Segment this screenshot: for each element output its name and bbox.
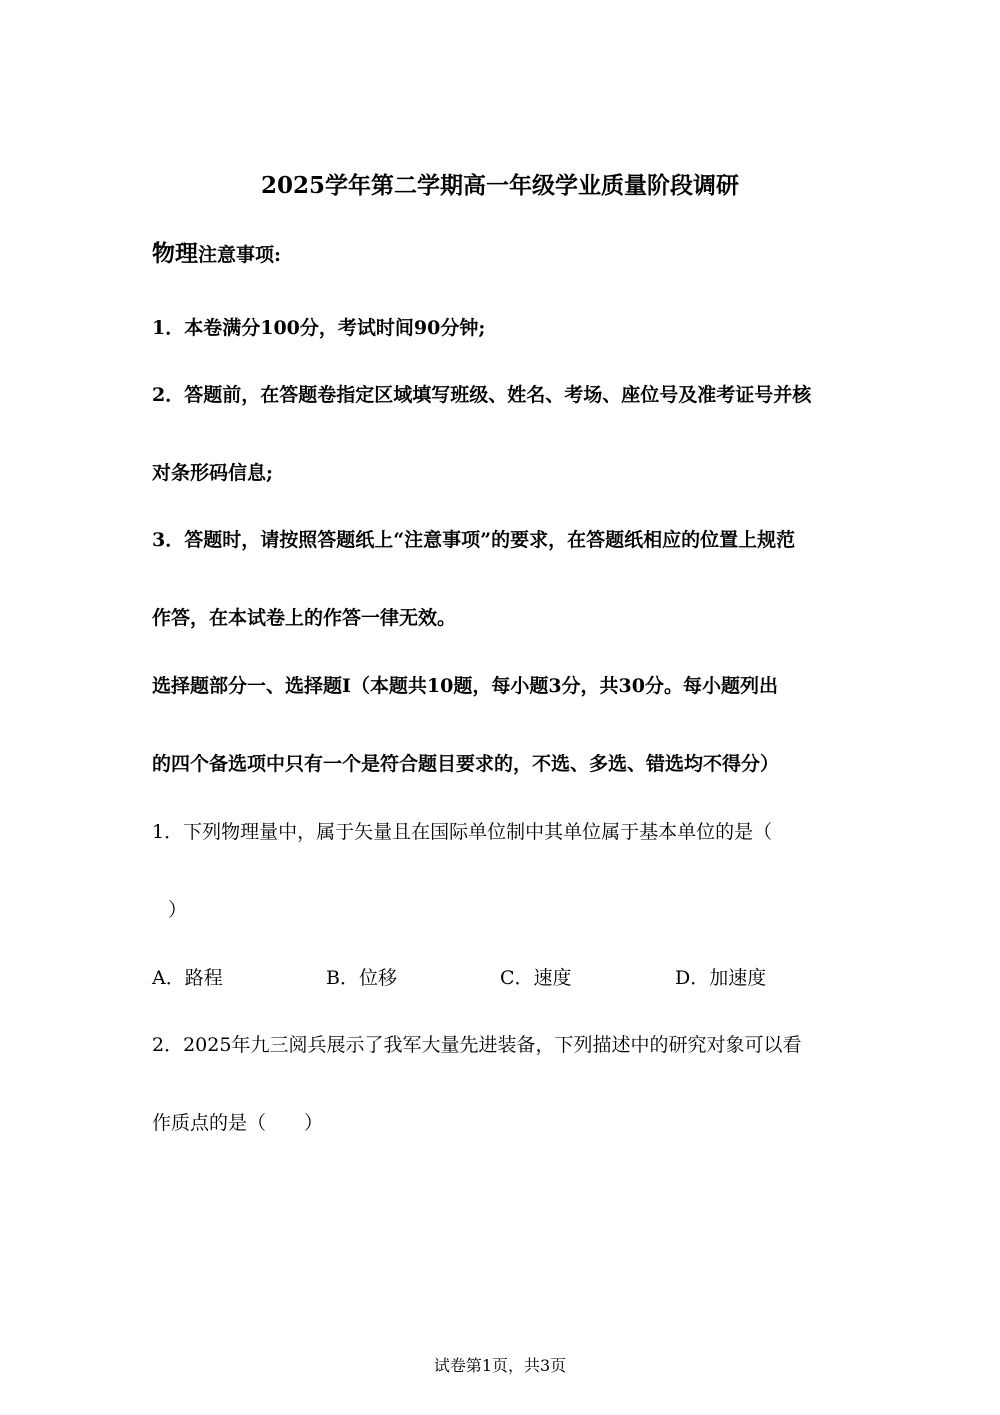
notice-heading: 注意事项:	[198, 244, 282, 266]
question-1-bracket: ）	[168, 899, 188, 921]
notice-item-3-continued: 作答，在本试卷上的作答一律无效。	[152, 607, 457, 629]
exam-title: 2025学年第二学期高一年级学业质量阶段调研	[260, 172, 739, 199]
section-heading: 选择题部分一、选择题Ⅰ（本题共10题，每小题3分，共30分。每小题列出	[152, 675, 778, 697]
question-1-text: 1．下列物理量中，属于矢量且在国际单位制中其单位属于基本单位的是（	[152, 821, 773, 843]
question-2-text-continued: 作质点的是（ ）	[152, 1112, 324, 1134]
notice-item-2: 2．答题前，在答题卷指定区域填写班级、姓名、考场、座位号及准考证号并核	[152, 384, 812, 406]
question-1-option-a: A．路程	[152, 967, 223, 989]
subject-label: 物理	[152, 240, 198, 267]
question-2-text: 2．2025年九三阅兵展示了我军大量先进装备，下列描述中的研究对象可以看	[152, 1034, 802, 1056]
section-heading-continued: 的四个备选项中只有一个是符合题目要求的，不选、多选、错选均不得分）	[152, 753, 780, 775]
question-1-option-b: B．位移	[326, 967, 397, 989]
notice-item-1: 1．本卷满分100分，考试时间90分钟;	[152, 317, 486, 339]
subject-line	[152, 242, 281, 267]
question-1-option-d: D．加速度	[675, 967, 767, 989]
notice-item-2-continued: 对条形码信息;	[152, 462, 274, 484]
page-footer: 试卷第1页，共3页	[433, 1356, 567, 1375]
question-1-option-c: C．速度	[500, 967, 572, 989]
notice-item-3: 3．答题时，请按照答题纸上“注意事项”的要求，在答题纸相应的位置上规范	[152, 529, 796, 551]
